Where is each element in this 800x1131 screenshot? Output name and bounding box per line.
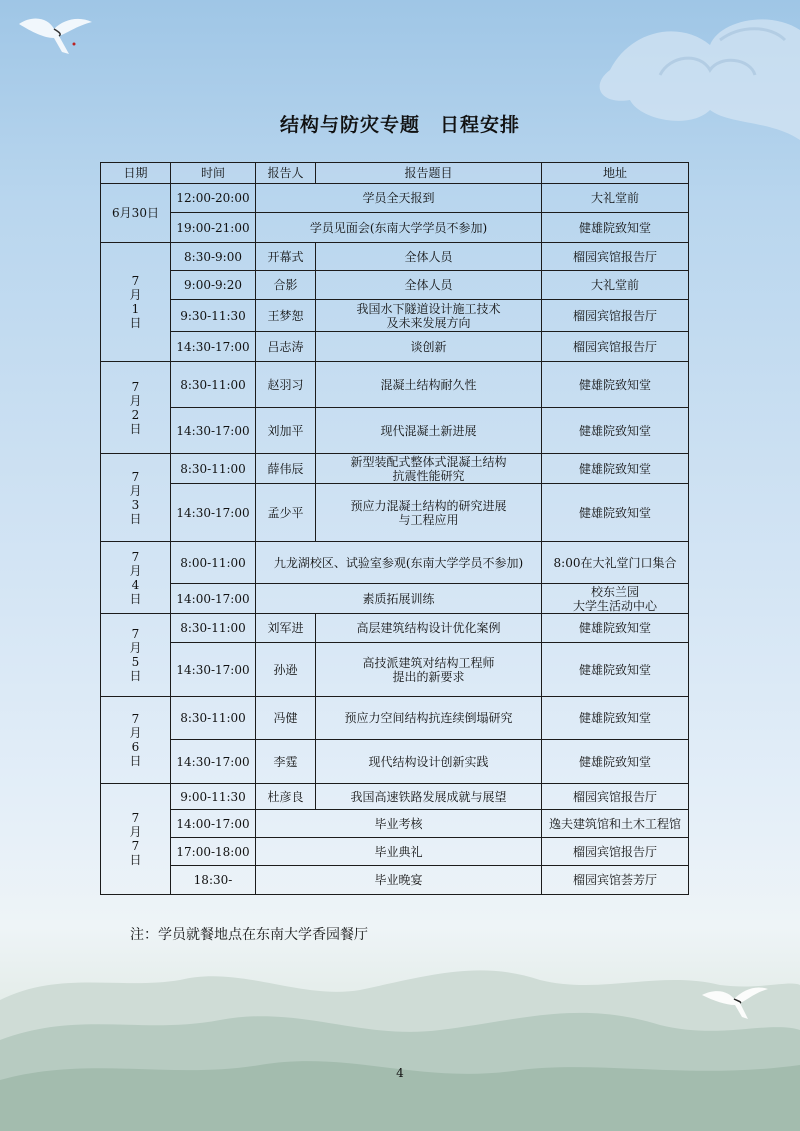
topic-line: 提出的新要求 xyxy=(392,669,465,684)
time-cell: 14:30-17:00 xyxy=(171,484,256,542)
speaker-cell: 刘军进 xyxy=(256,614,316,643)
date-char: 7 xyxy=(131,712,140,726)
time-cell: 14:30-17:00 xyxy=(171,332,256,362)
date-char: 7 xyxy=(131,379,140,394)
date-cell xyxy=(101,362,171,454)
time-cell: 18:30- xyxy=(171,866,256,895)
table-row xyxy=(101,271,689,300)
table-row xyxy=(101,584,689,614)
speaker-cell: 孙逊 xyxy=(256,643,316,697)
time-cell: 9:30-11:30 xyxy=(171,300,256,332)
location-cell: 榴园宾馆报告厅 xyxy=(542,243,689,271)
time-cell: 9:00-11:30 xyxy=(171,784,256,810)
date-char: 7 xyxy=(131,811,140,825)
crane-decoration-icon xyxy=(14,4,94,64)
location-cell: 榴园宾馆报告厅 xyxy=(542,838,689,866)
dining-note: 注：学员就餐地点在东南大学香园餐厅 xyxy=(130,927,368,943)
table-row xyxy=(101,614,689,643)
time-cell: 8:30-11:00 xyxy=(171,697,256,740)
table-row xyxy=(101,243,689,271)
date-char: 2 xyxy=(131,407,140,422)
table-row xyxy=(101,838,689,866)
time-cell: 17:00-18:00 xyxy=(171,838,256,866)
date-char: 7 xyxy=(131,274,140,288)
date-char: 月 xyxy=(129,825,142,839)
speaker-cell: 刘加平 xyxy=(256,408,316,454)
time-cell: 12:00-20:00 xyxy=(171,184,256,213)
mountains-background xyxy=(0,940,800,1131)
date-char: 日 xyxy=(129,511,142,526)
header-location: 地址 xyxy=(542,163,689,184)
header-topic: 报告题目 xyxy=(316,163,542,184)
location-cell: 榴园宾馆报告厅 xyxy=(542,332,689,362)
location-line: 大学生活动中心 xyxy=(572,598,657,613)
location-cell: 逸夫建筑馆和土木工程馆 xyxy=(542,810,689,838)
topic-cell: 九龙湖校区、试验室参观(东南大学学员不参加) xyxy=(256,542,542,584)
topic-cell: 全体人员 xyxy=(316,271,542,300)
time-cell: 8:30-11:00 xyxy=(171,362,256,408)
speaker-cell: 赵羽习 xyxy=(256,362,316,408)
table-row xyxy=(101,484,689,542)
topic-cell: 高层建筑结构设计优化案例 xyxy=(316,614,542,643)
date-char: 日 xyxy=(129,421,142,436)
location-cell: 榴园宾馆荟芳厅 xyxy=(542,866,689,895)
date-char: 7 xyxy=(131,627,140,641)
date-cell xyxy=(101,784,171,895)
date-cell xyxy=(101,243,171,362)
topic-cell xyxy=(316,643,542,697)
date-cell xyxy=(101,614,171,697)
topic-cell: 现代混凝土新进展 xyxy=(316,408,542,454)
table-row xyxy=(101,300,689,332)
date-char: 月 xyxy=(129,288,142,302)
topic-line: 高技派建筑对结构工程师 xyxy=(362,655,495,670)
topic-line: 及未来发展方向 xyxy=(386,315,471,330)
table-row xyxy=(101,408,689,454)
topic-cell: 学员见面会(东南大学学员不参加) xyxy=(256,213,542,243)
table-row xyxy=(101,213,689,243)
date-char: 7 xyxy=(131,469,140,484)
date-char: 月 xyxy=(129,641,142,655)
topic-cell: 毕业典礼 xyxy=(256,838,542,866)
time-cell: 8:00-11:00 xyxy=(171,542,256,584)
header-time: 时间 xyxy=(171,163,256,184)
date-char: 4 xyxy=(131,577,140,592)
table-row xyxy=(101,866,689,895)
location-cell: 健雄院致知堂 xyxy=(542,213,689,243)
location-cell: 健雄院致知堂 xyxy=(542,484,689,542)
crane-decoration-icon xyxy=(700,975,770,1025)
topic-line: 我国水下隧道设计施工技术 xyxy=(356,301,501,316)
location-cell: 健雄院致知堂 xyxy=(542,362,689,408)
topic-cell: 预应力空间结构抗连续倒塌研究 xyxy=(316,697,542,740)
time-cell: 14:00-17:00 xyxy=(171,810,256,838)
date-char: 3 xyxy=(131,497,140,512)
speaker-cell: 李霆 xyxy=(256,740,316,784)
location-cell: 健雄院致知堂 xyxy=(542,454,689,484)
table-row xyxy=(101,643,689,697)
location-cell: 健雄院致知堂 xyxy=(542,740,689,784)
table-row xyxy=(101,454,689,484)
speaker-cell: 合影 xyxy=(256,271,316,300)
topic-cell xyxy=(316,484,542,542)
location-cell: 健雄院致知堂 xyxy=(542,643,689,697)
page-number: 4 xyxy=(396,1066,404,1080)
time-cell: 8:30-11:00 xyxy=(171,614,256,643)
time-cell: 14:30-17:00 xyxy=(171,740,256,784)
date-char: 7 xyxy=(131,839,140,853)
date-cell: 6月30日 xyxy=(101,184,171,243)
location-line: 校东兰园 xyxy=(590,584,639,599)
topic-cell: 毕业考核 xyxy=(256,810,542,838)
speaker-cell: 开幕式 xyxy=(256,243,316,271)
date-cell xyxy=(101,697,171,784)
table-row xyxy=(101,332,689,362)
location-cell xyxy=(542,584,689,614)
time-cell: 14:30-17:00 xyxy=(171,643,256,697)
date-char: 日 xyxy=(129,316,142,330)
location-cell: 8:00在大礼堂门口集合 xyxy=(542,542,689,584)
table-row xyxy=(101,362,689,408)
speaker-cell: 冯健 xyxy=(256,697,316,740)
topic-cell: 学员全天报到 xyxy=(256,184,542,213)
date-char: 月 xyxy=(129,393,142,408)
topic-cell: 现代结构设计创新实践 xyxy=(316,740,542,784)
table-row xyxy=(101,784,689,810)
schedule-table xyxy=(100,162,689,895)
header-date: 日期 xyxy=(101,163,171,184)
header-speaker: 报告人 xyxy=(256,163,316,184)
page-title: 结构与防灾专题 日程安排 xyxy=(279,114,520,136)
location-cell: 健雄院致知堂 xyxy=(542,614,689,643)
topic-line: 抗震性能研究 xyxy=(392,468,465,483)
location-cell: 健雄院致知堂 xyxy=(542,697,689,740)
date-char: 日 xyxy=(129,669,142,683)
table-row xyxy=(101,697,689,740)
location-cell: 榴园宾馆报告厅 xyxy=(542,300,689,332)
table-row xyxy=(101,810,689,838)
speaker-cell: 吕志涛 xyxy=(256,332,316,362)
topic-cell xyxy=(316,300,542,332)
topic-line: 预应力混凝土结构的研究进展 xyxy=(350,498,507,513)
time-cell: 8:30-11:00 xyxy=(171,454,256,484)
speaker-cell: 薛伟辰 xyxy=(256,454,316,484)
speaker-cell: 王梦恕 xyxy=(256,300,316,332)
location-cell: 大礼堂前 xyxy=(542,271,689,300)
table-row xyxy=(101,740,689,784)
topic-cell: 混凝土结构耐久性 xyxy=(316,362,542,408)
location-cell: 榴园宾馆报告厅 xyxy=(542,784,689,810)
date-char: 月 xyxy=(129,726,142,740)
date-char: 6 xyxy=(131,740,140,754)
date-char: 月 xyxy=(129,483,142,498)
location-cell: 大礼堂前 xyxy=(542,184,689,213)
date-cell xyxy=(101,542,171,614)
time-cell: 14:30-17:00 xyxy=(171,408,256,454)
topic-cell: 谈创新 xyxy=(316,332,542,362)
date-char: 日 xyxy=(129,853,142,867)
date-char: 7 xyxy=(131,549,140,564)
location-cell: 健雄院致知堂 xyxy=(542,408,689,454)
date-cell xyxy=(101,454,171,542)
time-cell: 19:00-21:00 xyxy=(171,213,256,243)
table-row xyxy=(101,542,689,584)
date-char: 5 xyxy=(131,655,140,669)
topic-cell: 我国高速铁路发展成就与展望 xyxy=(316,784,542,810)
date-char: 月 xyxy=(129,563,142,578)
topic-cell: 毕业晚宴 xyxy=(256,866,542,895)
topic-line: 新型装配式整体式混凝土结构 xyxy=(350,454,507,469)
topic-cell: 素质拓展训练 xyxy=(256,584,542,614)
topic-cell xyxy=(316,454,542,484)
table-row xyxy=(101,184,689,213)
time-cell: 14:00-17:00 xyxy=(171,584,256,614)
table-header-row xyxy=(101,163,689,184)
date-char: 日 xyxy=(129,591,142,606)
date-char: 日 xyxy=(129,754,142,768)
date-char: 1 xyxy=(131,302,140,316)
speaker-cell: 孟少平 xyxy=(256,484,316,542)
speaker-cell: 杜彦良 xyxy=(256,784,316,810)
topic-line: 与工程应用 xyxy=(398,512,459,527)
time-cell: 8:30-9:00 xyxy=(171,243,256,271)
topic-cell: 全体人员 xyxy=(316,243,542,271)
time-cell: 9:00-9:20 xyxy=(171,271,256,300)
